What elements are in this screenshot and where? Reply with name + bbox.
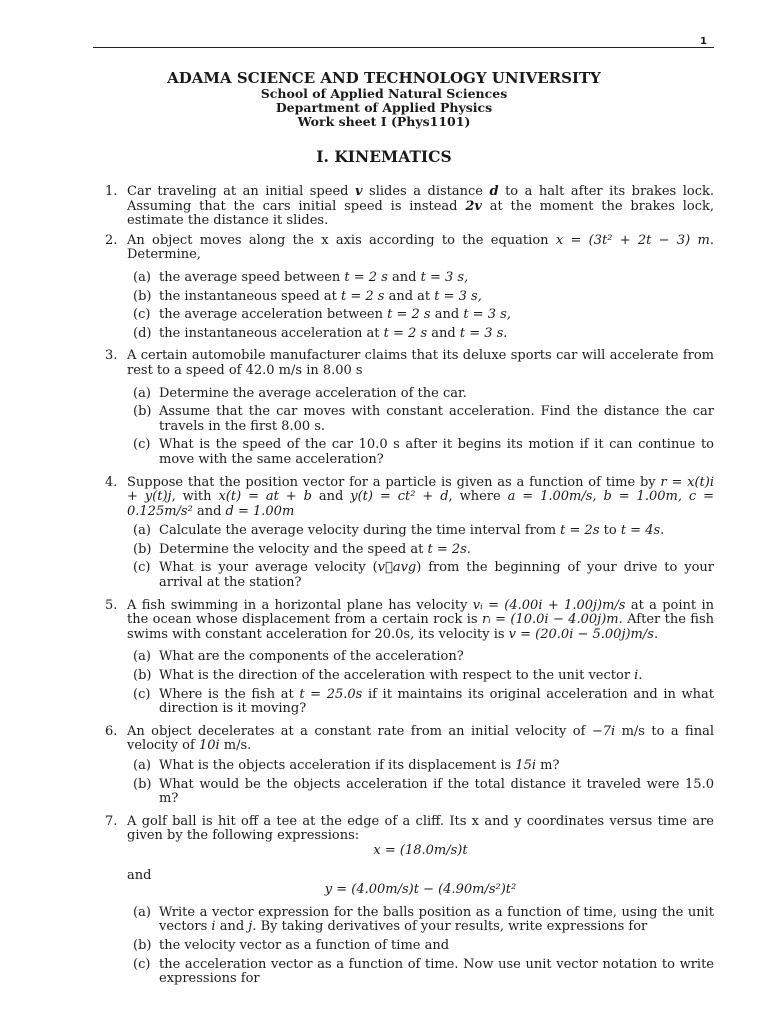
sub-label: (b): [133, 288, 152, 304]
math-symbol: d: [489, 184, 499, 199]
worksheet-title: Work sheet I (Phys1101): [297, 114, 471, 129]
sub-text: the average acceleration between: [159, 307, 388, 323]
problem-number: 4.: [105, 474, 118, 490]
problem-5-parts: [133, 649, 714, 717]
sub-question: [133, 288, 714, 305]
problem-text: A certain automobile manufacturer claims that its deluxe sports car will accelerate from rest to a speed of 42.0 m/s in 8.00 s: [127, 348, 714, 378]
math-expression: rᵢ = (10.0i − 4.00j)m: [481, 612, 619, 628]
math-symbol: 2v: [465, 198, 482, 214]
sub-text: the velocity vector as a function of time and: [159, 937, 450, 953]
equation-y: y = (4.00m/s)t − (4.90m/s²)t²: [324, 882, 517, 898]
sub-question: [133, 325, 714, 342]
sub-text: the instantaneous speed at: [159, 288, 341, 304]
sub-label: (c): [133, 560, 151, 576]
math-expression: r = x(t)i + y(t)j: [127, 474, 714, 505]
sub-text: .: [638, 668, 643, 684]
problem-text: An object moves along the x axis according to the equation: [127, 232, 556, 248]
problem-text: m/s to a final velocity of: [127, 723, 714, 754]
sub-text: .: [660, 523, 665, 539]
math-expression: t = 2 s: [383, 325, 428, 341]
math-expression: j: [248, 919, 253, 935]
math-expression: t = 3 s.: [459, 325, 508, 341]
sub-question: [133, 307, 714, 323]
math-expression: vᵢ = (4.00i + 1.00j)m/s: [472, 597, 626, 613]
problem-text: An object decelerates at a constant rate from an initial velocity of: [127, 723, 592, 739]
sub-label: (c): [133, 437, 151, 453]
sub-text: Where is the fish at: [159, 686, 300, 702]
sub-question: [133, 758, 714, 774]
sub-label: (b): [133, 541, 152, 557]
problem-text: A golf ball is hit off a tee at the edge of a cliff. Its x and y coordinates versus time are given by the following expressions:: [127, 813, 714, 844]
math-expression: t = 3 s,: [463, 307, 511, 323]
problem-text: .: [653, 626, 659, 642]
math-expression: x(t) = at + b: [218, 489, 312, 505]
problem-text: slides a distance: [362, 184, 490, 199]
problem-2: [105, 232, 714, 263]
math-expression: x = (3t² + 2t − 3) m: [555, 232, 710, 248]
sub-text: Calculate the average velocity during the time interval from: [159, 523, 561, 539]
sub-question: [133, 437, 714, 467]
problem-text: and: [192, 503, 226, 519]
sub-question: [133, 269, 714, 286]
problem-number: 5.: [105, 597, 118, 613]
problem-7-parts: [133, 904, 714, 987]
sub-question: [133, 937, 714, 954]
equation-x: x = (18.0m/s)t: [373, 842, 468, 858]
sub-text: ) from the beginning of your drive to your arrival at the station?: [159, 560, 714, 591]
problem-text: . After the fish swims with constant acceleration for 20.0s, its velocity is: [127, 612, 714, 642]
problem-text: to a halt after its brakes lock. Assuming that the cars initial speed is instead: [127, 184, 714, 214]
math-expression: i: [211, 919, 216, 935]
problem-3-parts: [133, 385, 714, 468]
sub-question: [133, 668, 714, 684]
header-rule: [93, 47, 714, 48]
sub-text: What would be the objects acceleration if the total distance it traveled were 15.0 m?: [159, 776, 714, 807]
department-name: Department of Applied Physics: [275, 100, 493, 115]
sub-text: and: [430, 307, 464, 323]
problem-number: 3.: [105, 348, 118, 364]
sub-text: .: [466, 541, 471, 557]
sub-text: m?: [536, 758, 560, 773]
math-expression: v⃗avg: [377, 560, 417, 576]
problem-2-parts: [133, 269, 714, 341]
problem-number: 2.: [105, 232, 118, 248]
math-expression: 15i: [515, 758, 536, 773]
sub-text: Write a vector expression for the balls position as a function of time, using the unit vectors: [159, 904, 714, 935]
math-expression: t = 2s: [560, 523, 600, 539]
sub-question: [133, 560, 714, 591]
sub-question: [133, 649, 714, 665]
math-expression: t = 2 s: [344, 269, 388, 285]
sub-question: [133, 686, 714, 717]
sub-text: . By taking derivatives of your results, write expressions for: [252, 919, 648, 935]
sub-label: (a): [133, 649, 151, 665]
problem-number: 1.: [105, 184, 118, 199]
math-expression: t = 3 s,: [420, 269, 469, 285]
sub-text: Assume that the car moves with constant acceleration. Find the distance the car travels in the first 8.00 s.: [159, 404, 714, 434]
sub-text: to: [599, 523, 621, 539]
document-header: [0, 70, 768, 129]
sub-label: (c): [133, 956, 151, 972]
sub-label: (a): [133, 269, 151, 285]
problem-number: 7.: [105, 813, 118, 829]
sub-text: What is your average velocity (: [159, 560, 378, 576]
sub-text: and: [387, 269, 421, 285]
sub-question: [133, 523, 714, 539]
sub-question: [133, 904, 714, 935]
problem-4-parts: [133, 523, 714, 591]
sub-question: [133, 956, 714, 987]
math-symbol: v: [354, 184, 363, 199]
problem-text: , with: [171, 489, 219, 505]
problem-text: m/s.: [219, 738, 252, 754]
sub-label: (a): [133, 385, 151, 401]
problem-text: at the moment the brakes lock, estimate the distance it slides.: [127, 198, 714, 229]
sub-label: (d): [133, 325, 152, 341]
problem-5: [105, 597, 714, 643]
sub-text: What is the objects acceleration if its displacement is: [159, 758, 516, 773]
sub-text: and: [215, 919, 249, 935]
sub-text: Determine the velocity and the speed at: [159, 541, 428, 557]
sub-text: and at: [384, 288, 435, 304]
sub-text: What are the components of the acceleration?: [159, 649, 464, 665]
problem-number: 6.: [105, 723, 118, 739]
sub-label: (b): [133, 404, 152, 420]
math-expression: −7i: [591, 723, 616, 739]
problem-6: [105, 723, 714, 754]
problem-list: [0, 185, 768, 987]
problem-text: A fish swimming in a horizontal plane has velocity: [127, 597, 473, 613]
sub-question: [133, 404, 714, 434]
math-expression: t = 3 s,: [434, 288, 482, 304]
school-name: School of Applied Natural Sciences: [260, 86, 508, 101]
sub-question: [133, 385, 714, 402]
math-expression: i: [634, 668, 639, 684]
sub-text: and: [427, 325, 460, 341]
problem-6-parts: [133, 758, 714, 807]
problem-text: Car traveling at an initial speed: [127, 184, 355, 199]
problem-text: . Determine,: [127, 232, 714, 263]
problem-text: Suppose that the position vector for a particle is given as a function of time by: [127, 474, 661, 490]
math-expression: a = 1.00m/s, b = 1.00m, c = 0.125m/s²: [127, 489, 714, 519]
sub-label: (b): [133, 668, 152, 684]
sub-text: What is the direction of the acceleration with respect to the unit vector: [159, 668, 635, 684]
math-expression: d = 1.00m: [225, 503, 295, 519]
sub-label: (a): [133, 758, 151, 773]
problem-text: , where: [448, 489, 508, 505]
sub-label: (c): [133, 686, 151, 702]
sub-label: (c): [133, 307, 151, 323]
sub-text: the average speed between: [159, 269, 345, 285]
problem-text: and: [311, 489, 351, 505]
sub-question: [133, 541, 714, 558]
math-expression: t = 4s: [620, 523, 661, 539]
problem-1: [105, 184, 714, 229]
sub-text: What is the speed of the car 10.0 s after it begins its motion if it can continue to move with the same acceleration?: [159, 437, 714, 467]
university-name: ADAMA SCIENCE AND TECHNOLOGY UNIVERSITY: [167, 69, 601, 87]
math-expression: y(t) = ct² + d: [350, 489, 449, 505]
math-expression: 10i: [198, 738, 220, 754]
sub-question: [133, 776, 714, 807]
math-expression: t = 2 s: [387, 307, 431, 323]
problem-3: [105, 348, 714, 378]
math-expression: t = 2 s: [340, 288, 385, 304]
sub-label: (a): [133, 523, 151, 539]
sub-text: the acceleration vector as a function of time. Now use unit vector notation to write expressions for: [159, 956, 714, 987]
math-expression: v = (20.0i − 5.00j)m/s: [508, 626, 654, 642]
problem-4: [105, 474, 714, 520]
section-title: I. KINEMATICS: [316, 147, 452, 166]
sub-label: (b): [133, 937, 152, 953]
sub-text: Determine the average acceleration of the car.: [159, 385, 467, 401]
sub-label: (a): [133, 904, 151, 920]
page-number: 1: [700, 36, 707, 47]
sub-text: the instantaneous acceleration at: [159, 325, 384, 341]
problem-7: [105, 813, 714, 898]
math-expression: t = 2s: [427, 541, 467, 557]
problem-text: at a point in the ocean whose displacement from a certain rock is: [127, 597, 714, 628]
conjunction-text: and: [127, 867, 152, 883]
sub-label: (b): [133, 776, 152, 792]
math-expression: t = 25.0s: [299, 686, 363, 702]
sub-text: if it maintains its original acceleration and in what direction is it moving?: [159, 686, 714, 717]
